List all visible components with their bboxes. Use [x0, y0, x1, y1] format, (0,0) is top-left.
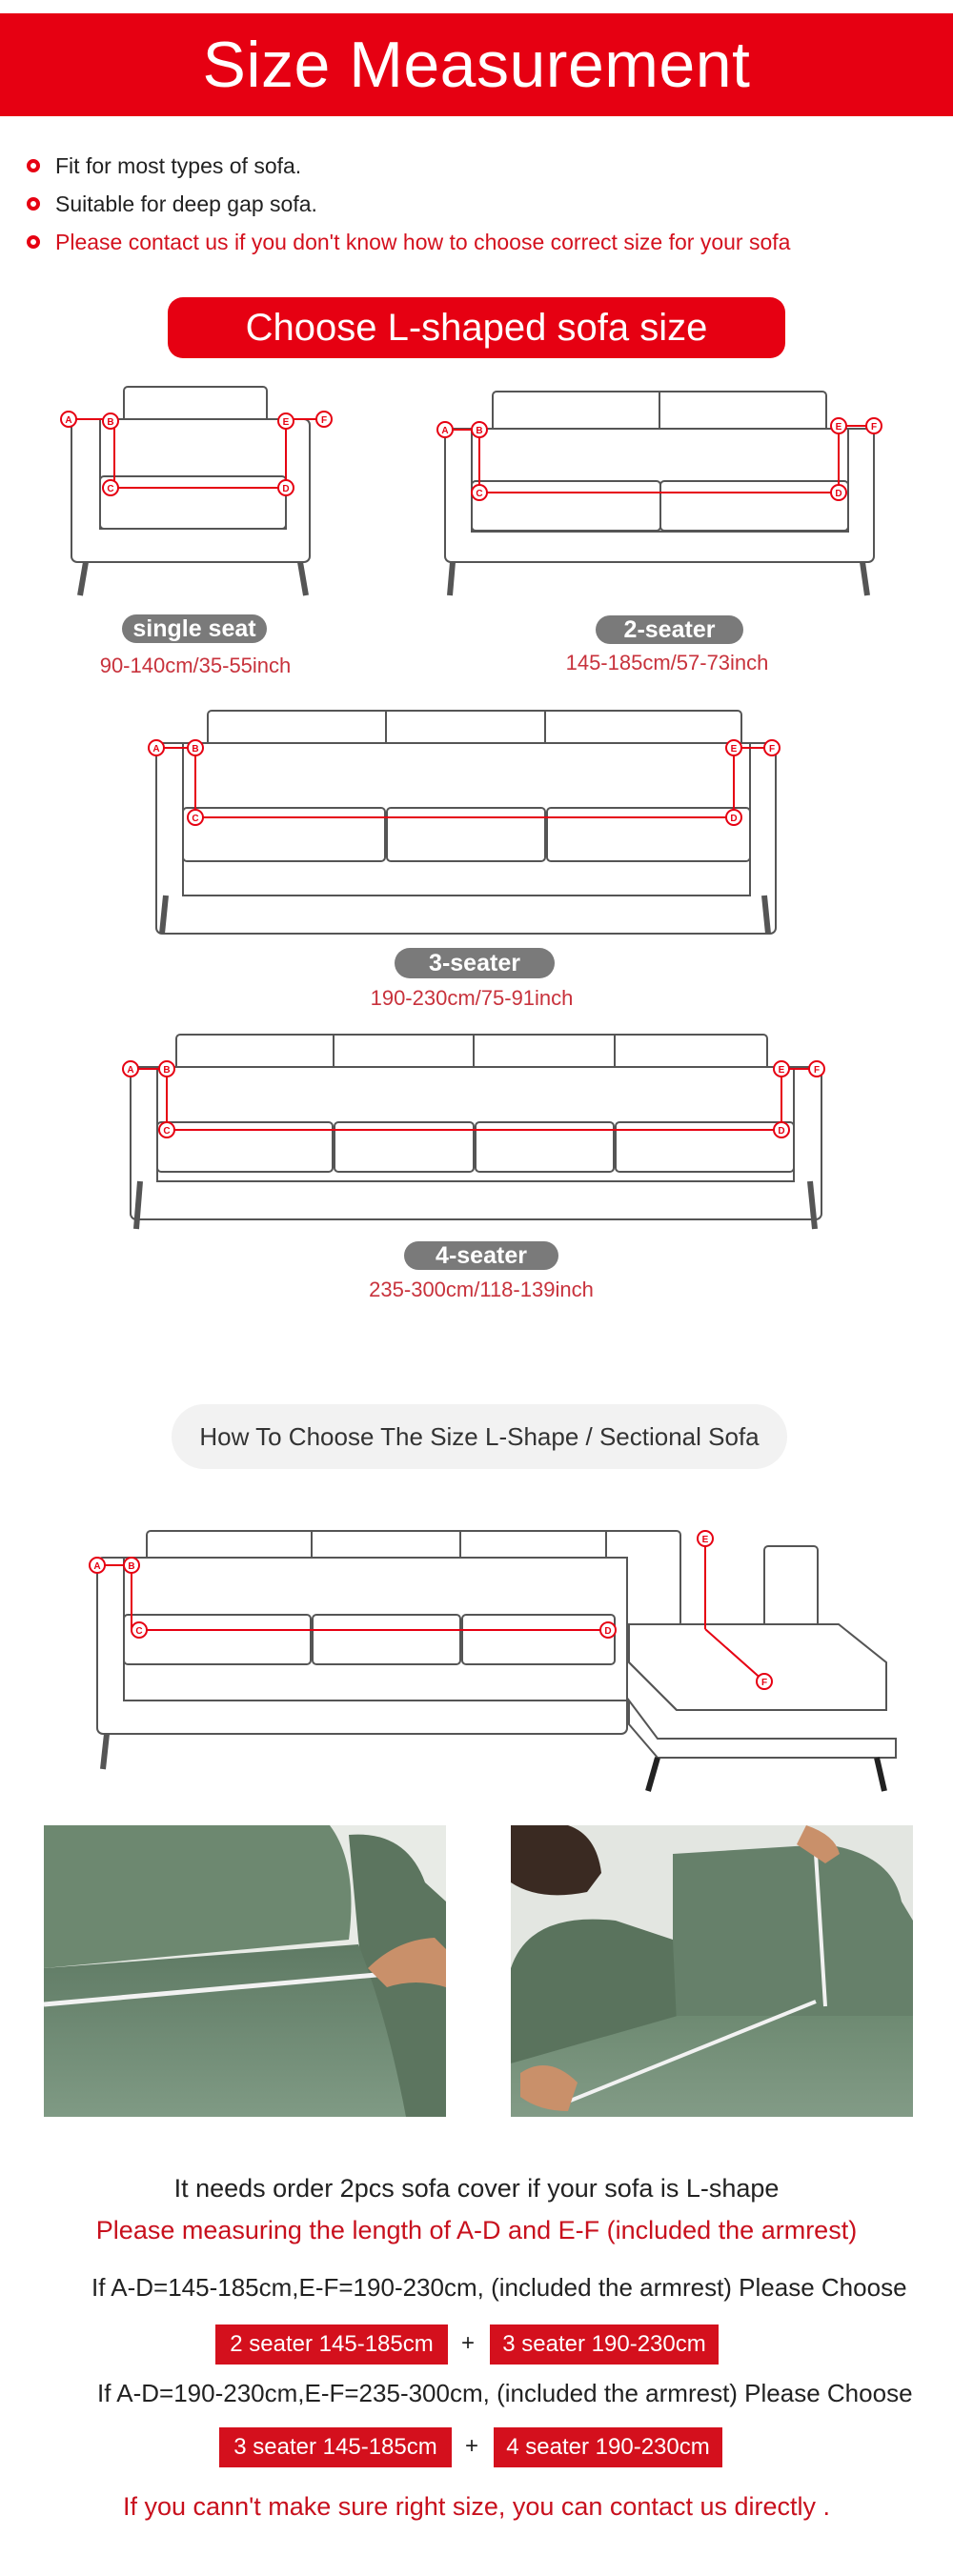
- sofa-size-label: 4-seater: [404, 1241, 558, 1270]
- svg-text:E: E: [701, 1535, 709, 1545]
- svg-text:C: C: [192, 814, 199, 824]
- note-measure: Please measuring the length of A-D and E-F (included the armrest): [95, 2216, 858, 2244]
- header-banner: [0, 13, 953, 116]
- condition-2-tag-1: 3 seater 145-185cm: [219, 2427, 452, 2467]
- svg-text:E: E: [835, 422, 842, 433]
- single-seat-sofa-diagram: [57, 381, 343, 610]
- feature-item: Fit for most types of sofa.: [27, 147, 790, 185]
- svg-text:E: E: [282, 417, 290, 428]
- svg-text:D: D: [730, 814, 738, 824]
- feature-item: Suitable for deep gap sofa.: [27, 185, 790, 223]
- section-title: Choose L-shaped sofa size: [168, 297, 785, 358]
- condition-2-text: If A-D=190-230cm,E-F=235-300cm, (included the armrest) Please Choose: [97, 2379, 913, 2407]
- measuring-photo-arm: [511, 1825, 913, 2117]
- plus-sign: +: [465, 2433, 479, 2459]
- howto-title: How To Choose The Size L-Shape / Sectional Sofa: [172, 1404, 787, 1469]
- three-seater-sofa-diagram: [143, 705, 791, 943]
- l-shape-sofa-diagram: [86, 1519, 905, 1805]
- svg-text:A: A: [65, 415, 72, 426]
- svg-text:A: A: [93, 1561, 101, 1572]
- svg-text:C: C: [107, 484, 114, 494]
- svg-text:C: C: [476, 489, 483, 499]
- svg-text:C: C: [163, 1126, 171, 1137]
- svg-text:F: F: [813, 1065, 821, 1076]
- contact-note: If you cann't make sure right size, you can contact us directly .: [123, 2492, 830, 2521]
- svg-text:B: B: [192, 744, 199, 755]
- sofa-size-label: 3-seater: [395, 948, 555, 978]
- two-seater-sofa-diagram: [434, 386, 910, 605]
- svg-text:B: B: [476, 426, 483, 436]
- condition-1-tag-1: 2 seater 145-185cm: [215, 2324, 448, 2365]
- feature-list: [27, 147, 790, 261]
- plus-sign: +: [461, 2330, 476, 2356]
- four-seater-sofa-diagram: [119, 1029, 834, 1238]
- svg-text:E: E: [730, 744, 738, 755]
- page-title: Size Measurement: [202, 29, 751, 101]
- condition-2-tag-2: 4 seater 190-230cm: [494, 2427, 722, 2467]
- svg-text:B: B: [163, 1065, 171, 1076]
- bullet-icon: [27, 159, 40, 172]
- condition-1-tag-2: 3 seater 190-230cm: [490, 2324, 719, 2365]
- svg-text:F: F: [760, 1678, 768, 1688]
- bullet-icon: [27, 235, 40, 249]
- sofa-size-dims: 190-230cm/75-91inch: [370, 986, 574, 1010]
- sofa-size-dims: 235-300cm/118-139inch: [369, 1278, 594, 1301]
- bullet-icon: [27, 197, 40, 211]
- svg-text:D: D: [778, 1126, 785, 1137]
- sofa-size-dims: 90-140cm/35-55inch: [99, 654, 292, 677]
- feature-item: Please contact us if you don't know how to choose correct size for your sofa: [27, 223, 790, 261]
- svg-text:A: A: [127, 1065, 134, 1076]
- svg-text:F: F: [320, 415, 328, 426]
- svg-text:F: F: [870, 422, 878, 433]
- sofa-size-label: single seat: [122, 614, 267, 643]
- svg-text:B: B: [107, 417, 114, 428]
- svg-text:D: D: [282, 484, 290, 494]
- svg-text:E: E: [778, 1065, 785, 1076]
- sofa-size-label: 2-seater: [596, 615, 743, 644]
- svg-text:D: D: [835, 489, 842, 499]
- svg-text:C: C: [135, 1626, 143, 1637]
- svg-text:A: A: [441, 426, 449, 436]
- note-order-2pcs: It needs order 2pcs sofa cover if your sofa is L-shape: [173, 2174, 780, 2203]
- measuring-photo-seat: [44, 1825, 446, 2117]
- sofa-size-dims: 145-185cm/57-73inch: [565, 651, 769, 674]
- svg-text:A: A: [152, 744, 160, 755]
- svg-text:F: F: [768, 744, 776, 755]
- condition-1-text: If A-D=145-185cm,E-F=190-230cm, (included the armrest) Please Choose: [91, 2273, 907, 2302]
- svg-text:B: B: [128, 1561, 135, 1572]
- svg-text:D: D: [604, 1626, 612, 1637]
